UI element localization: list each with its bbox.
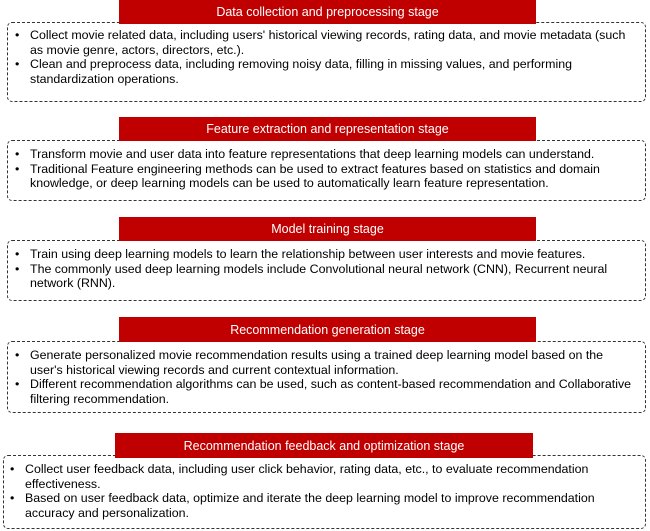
bullet-list — [14, 28, 639, 86]
bullet-text: Clean and preprocess data, including removing noisy data, filling in missing values, and performing standardization operations. — [30, 57, 573, 86]
bullet-icon: • — [15, 147, 20, 161]
stage-box — [7, 140, 646, 201]
bullet-item — [14, 247, 639, 262]
stage-header: Recommendation generation stage — [119, 317, 536, 342]
bullet-item — [14, 162, 639, 191]
bullet-item — [14, 377, 639, 406]
bullet-icon: • — [15, 57, 20, 72]
bullet-item — [14, 348, 639, 377]
bullet-list — [14, 147, 639, 191]
bullet-text: The commonly used deep learning models include Convolutional neural network (CNN), Recurrent neural network (RNN). — [30, 261, 608, 291]
stage-header: Data collection and preprocessing stage — [119, 0, 536, 24]
stage-header: Feature extraction and representation stage — [119, 117, 536, 141]
bullet-text: Different recommendation algorithms can be used, such as content-based recommendation and Collaborative filtering recommendation. — [30, 377, 632, 406]
bullet-text: Generate personalized movie recommendation results using a trained deep learning model based on the user's historical viewing records and current contextual information. — [30, 348, 604, 377]
stage-header: Model training stage — [119, 217, 536, 241]
bullet-item — [9, 491, 639, 520]
bullet-item — [14, 28, 639, 57]
stage-box — [7, 22, 646, 102]
bullet-list — [14, 247, 639, 291]
bullet-text: Transform movie and user data into feature representations that deep learning models can understand. — [30, 147, 595, 161]
bullet-icon: • — [10, 462, 15, 476]
bullet-text: Collect user feedback data, including user click behavior, rating data, etc., to evaluate recommendation effectiveness. — [25, 462, 589, 491]
stage-box — [7, 341, 646, 413]
bullet-icon: • — [15, 28, 20, 42]
bullet-list — [9, 462, 639, 520]
bullet-item — [14, 262, 639, 291]
bullet-text: Traditional Feature engineering methods can be used to extract features based on statistics and domain knowledge, or deep learning models can be used to automatically learn feature representation. — [30, 161, 600, 191]
bullet-text: Based on user feedback data, optimize and iterate the deep learning model to improve recommendation accuracy and personalization. — [25, 491, 595, 520]
bullet-icon: • — [15, 348, 20, 362]
bullet-item — [9, 462, 639, 491]
bullet-icon: • — [10, 491, 15, 506]
bullet-text: Collect movie related data, including users' historical viewing records, rating data, and movie metadata (such as movie genre, actors, directors, etc.). — [30, 28, 626, 57]
bullet-icon: • — [15, 377, 20, 392]
bullet-icon: • — [15, 261, 20, 276]
bullet-list — [14, 348, 639, 406]
bullet-item — [14, 57, 639, 86]
bullet-icon: • — [15, 161, 20, 176]
stage-header: Recommendation feedback and optimization stage — [115, 433, 533, 458]
bullet-item — [14, 147, 639, 162]
bullet-text: Train using deep learning models to learn the relationship between user interests and movie features. — [30, 247, 586, 261]
stage-box — [7, 240, 646, 301]
bullet-icon: • — [15, 247, 20, 261]
stage-box — [3, 455, 646, 529]
